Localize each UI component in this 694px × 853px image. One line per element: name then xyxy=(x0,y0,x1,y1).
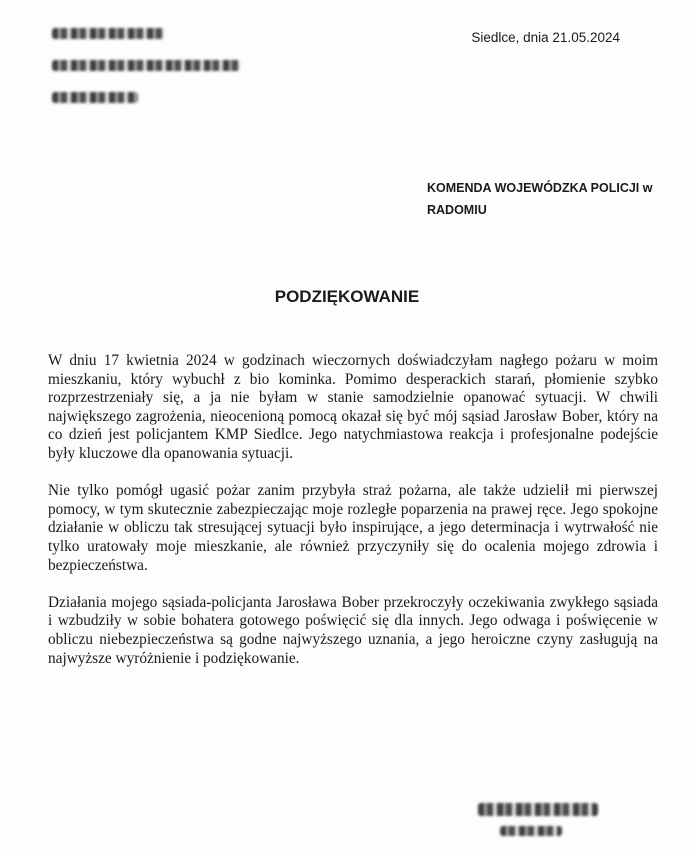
recipient-address: KOMENDA WOJEWÓDZKA POLICJI w RADOMIU xyxy=(427,181,653,217)
place-and-date: Siedlce, dnia 21.05.2024 xyxy=(471,30,620,45)
redacted-signature-name xyxy=(500,826,562,836)
redacted-sender-name xyxy=(52,28,164,39)
body-paragraph: Działania mojego sąsiada-policjanta Jarosława Bober przekroczyły oczekiwania zwykłego sąsiada i wzbudziły w sobie bohatera gotowego poświęcić się dla innych. Jego odwaga i poświęcenie w obliczu niebezpieczeństwa są godne najwyższego uznania, a jego heroiczne czyny zasługują na najwyższe wyróżnienie i podziękowanie. xyxy=(48,593,658,667)
letter-body xyxy=(48,352,658,687)
body-paragraph: Nie tylko pomógł ugasić pożar zanim przybyła straż pożarna, ale także udzielił mi pierwszej pomocy, w tym skutecznie zabezpieczając moje rozległe poparzenia na prawej ręce. Jego spokojne działanie w obliczu tak stresującej sytuacji było inspirujące, a jego determinacja i wytrwałość nie tylko uratowały moje mieszkanie, ale również przyczyniły się do ocalenia mojego zdrowia i bezpieczeństwa. xyxy=(48,482,658,574)
body-paragraph: W dniu 17 kwietnia 2024 w godzinach wieczornych doświadczyłam nagłego pożaru w moim mieszkaniu, który wybuchł z bio kominka. Pomimo desperackich starań, płomienie szybko rozprzestrzeniały się, a ja nie byłam w stanie samodzielnie opanować sytuacji. W chwili największego zagrożenia, nieocenioną pomocą okazał się być mój sąsiad Jarosław Bober, który na co dzień jest policjantem KMP Siedlce. Jego natychmiastowa reakcja i profesjonalne podejście były kluczowe dla opanowania sytuacji. xyxy=(48,352,658,462)
redacted-sender-address xyxy=(52,60,240,71)
redacted-sender-city xyxy=(52,92,138,103)
redacted-signature xyxy=(478,803,598,816)
document-title: PODZIĘKOWANIE xyxy=(274,287,420,306)
